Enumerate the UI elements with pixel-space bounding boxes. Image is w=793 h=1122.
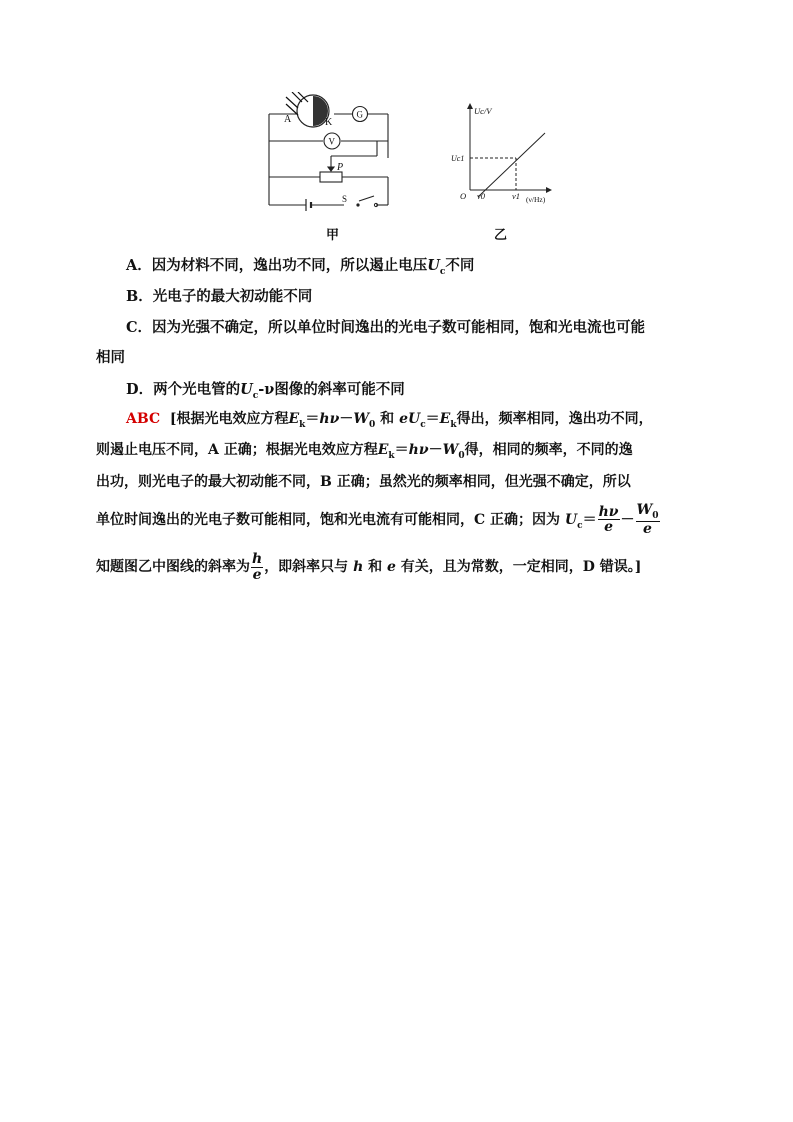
nu1-label: ν1 xyxy=(512,191,521,201)
option-c-line1: C．因为光强不确定，所以单位时间逸出的光电子数可能相同，饱和光电流也可能 xyxy=(126,319,646,336)
label-k: K xyxy=(325,117,333,128)
nu0-label: ν0 xyxy=(477,191,486,201)
label-p: P xyxy=(337,162,344,173)
caption-jia: 甲 xyxy=(326,228,340,243)
origin-label: O xyxy=(460,191,467,201)
circuit-diagram xyxy=(262,92,402,212)
label-v: V xyxy=(328,136,335,147)
answer-line1: ABC [根据光电效应方程$E_k=h\nu-W_0$ 和 $eU_c=E_k$得出，频率相同，逸出功不同， xyxy=(126,411,653,430)
uc-nu-graph xyxy=(440,100,570,208)
uc1-label: Uc1 xyxy=(451,154,465,163)
answer-line3: 出功，则光电子的最大初动能不同，B 正确；虽然光的频率相同，但光强不确定，所以 xyxy=(96,474,631,490)
x-axis-label: (ν/Hz) xyxy=(526,195,546,204)
answer-key: ABC xyxy=(126,411,161,427)
answer-line5: 知题图乙中图线的斜率为 $\frac{h}{e}$ ，即斜率只与 h 和 e 有关，且为常数，一定相同，D 错误。] xyxy=(96,551,642,583)
label-s: S xyxy=(342,194,348,204)
option-d: D．两个光电管的$U_c-\nu$图像的斜率可能不同 xyxy=(126,381,405,401)
caption-yi: 乙 xyxy=(494,228,508,243)
y-axis-label: Uc/V xyxy=(474,106,492,116)
label-g: G xyxy=(356,109,363,120)
option-a: A．因为材料不同，逸出功不同，所以遏止电压$U_c$不同 xyxy=(126,257,475,277)
answer-line4: 单位时间逸出的光电子数可能相同，饱和光电流有可能相同，C 正确；因为 $U_c=$ $\frac{h\nu}{e}$ － $\frac{W_0}{e}$ xyxy=(96,502,659,538)
label-a: A xyxy=(284,114,292,125)
option-c-line2: 相同 xyxy=(96,349,125,366)
option-b: B．光电子的最大初动能不同 xyxy=(126,288,313,305)
answer-line2: 则遏止电压不同，A 正确；根据光电效应方程$E_k=h\nu-W_0$得，相同的频率，不同的逸 xyxy=(96,442,633,461)
